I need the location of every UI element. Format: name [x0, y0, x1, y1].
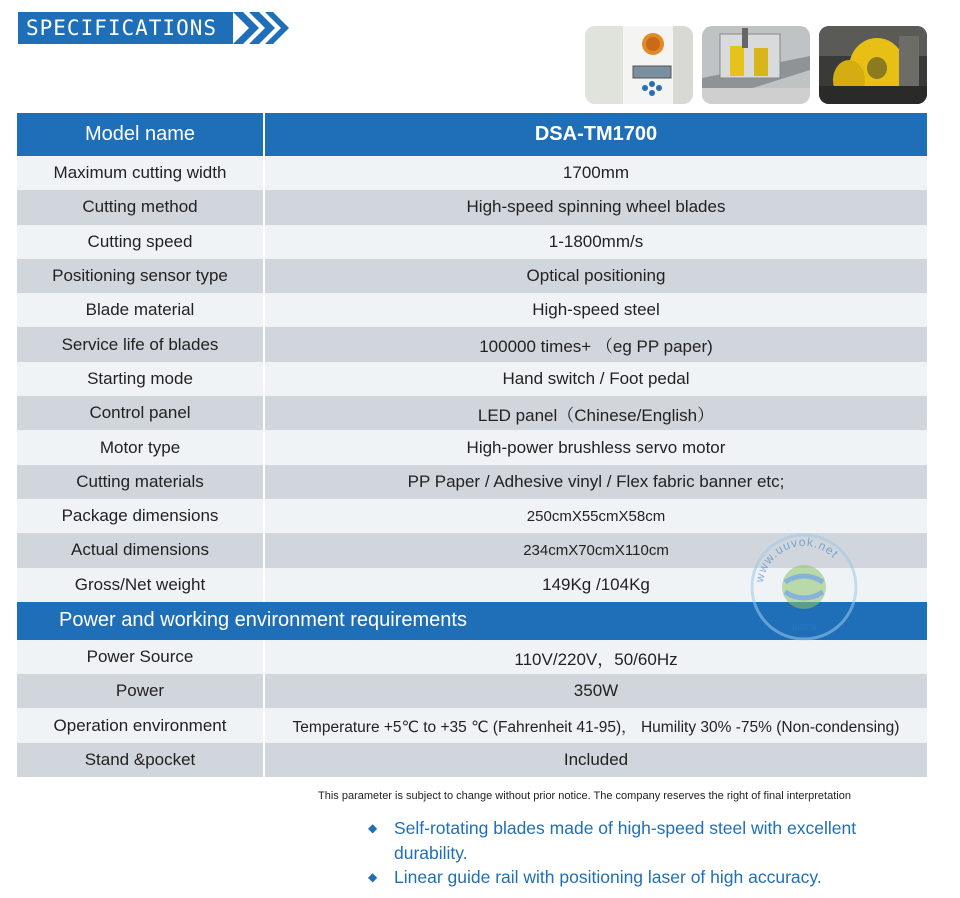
spec-value: 110V/220V，50/60Hz [514, 649, 678, 669]
spec-value: 1-1800mm/s [548, 231, 644, 251]
diamond-bullet-icon: ◆ [368, 821, 378, 835]
spec-label: Actual dimensions [71, 540, 209, 560]
specifications-table [17, 113, 927, 777]
spec-value: Included [563, 749, 629, 769]
spec-value: High-speed spinning wheel blades [466, 197, 726, 217]
table-row [17, 362, 927, 396]
table-row [17, 190, 927, 224]
table-row [17, 293, 927, 327]
disclaimer-notice: This parameter is subject to change without prior notice. The company reserves the right of final interpretation [318, 790, 851, 802]
machine-blade-carriage-photo [702, 26, 810, 104]
spec-label: Positioning sensor type [52, 266, 228, 286]
table-row [17, 156, 927, 190]
spec-value: 149Kg /104Kg [542, 574, 650, 594]
spec-label: Motor type [99, 437, 181, 457]
table-row [17, 708, 927, 742]
table-row [17, 465, 927, 499]
spec-value: 1700mm [562, 163, 630, 183]
table-row [17, 396, 927, 430]
spec-label: Cutting speed [87, 231, 193, 251]
table-header-row [17, 113, 927, 156]
table-row [17, 259, 927, 293]
table-row [17, 640, 927, 674]
spec-value: PP Paper / Adhesive vinyl / Flex fabric banner etc; [407, 471, 785, 491]
spec-value: 234cmX70cmX110cm [523, 541, 669, 559]
specifications-badge [18, 12, 268, 44]
table-row [17, 225, 927, 259]
spec-label: Power [115, 681, 165, 701]
spec-value: 350W [573, 681, 619, 701]
spec-value: Optical positioning [526, 266, 666, 286]
feature-text: Self-rotating blades made of high-speed steel with excellent durability. [394, 818, 857, 863]
spec-label: Cutting method [82, 197, 198, 217]
yellow-wheel-closeup-photo [819, 26, 927, 104]
spec-label: Maximum cutting width [53, 163, 227, 183]
spec-label: Operation environment [53, 715, 227, 735]
spec-value: LED panel（Chinese/English） [477, 405, 715, 425]
table-row [17, 430, 927, 464]
watermark-url: www.uuvok.net [752, 534, 842, 584]
watermark-brand: BISEN [791, 623, 817, 632]
spec-label: Service life of blades [61, 334, 219, 354]
list-item [368, 816, 928, 865]
badge-label: SPECIFICATIONS [26, 16, 218, 40]
spec-value: High-power brushless servo motor [466, 437, 726, 457]
spec-label: Control panel [89, 403, 191, 423]
feature-list [368, 816, 928, 890]
spec-label: Package dimensions [61, 506, 219, 526]
spec-value: 100000 times+ （eg PP paper) [479, 337, 713, 357]
spec-label: Starting mode [87, 368, 193, 388]
table-row [17, 674, 927, 708]
spec-value: Temperature +5℃ to +35 ℃ (Fahrenheit 41-95)， Humility 30% -75% (Non-condensing) [292, 718, 900, 736]
spec-value: Hand switch / Foot pedal [502, 368, 690, 388]
table-row [17, 327, 927, 361]
list-item [368, 865, 928, 890]
spec-value: High-speed steel [532, 300, 660, 320]
spec-label: Blade material [85, 300, 195, 320]
power-section-header: Power and working environment requirements [17, 602, 927, 640]
spec-label: Gross/Net weight [74, 574, 206, 594]
table-row [17, 499, 927, 533]
spec-label: Power Source [86, 647, 194, 666]
double-chevron-right-icon [233, 12, 291, 44]
machine-control-panel-photo [585, 26, 693, 104]
watermark-logo [749, 530, 859, 645]
table-row [17, 743, 927, 777]
spec-label: Stand &pocket [84, 749, 196, 769]
spec-label: Cutting materials [76, 471, 204, 491]
feature-text: Linear guide rail with positioning laser of high accuracy. [394, 867, 822, 887]
spec-value: 250cmX55cmX58cm [526, 507, 666, 525]
model-name-label: Model name [84, 123, 196, 145]
model-name-value: DSA-TM1700 [534, 123, 658, 145]
diamond-bullet-icon: ◆ [368, 870, 378, 884]
